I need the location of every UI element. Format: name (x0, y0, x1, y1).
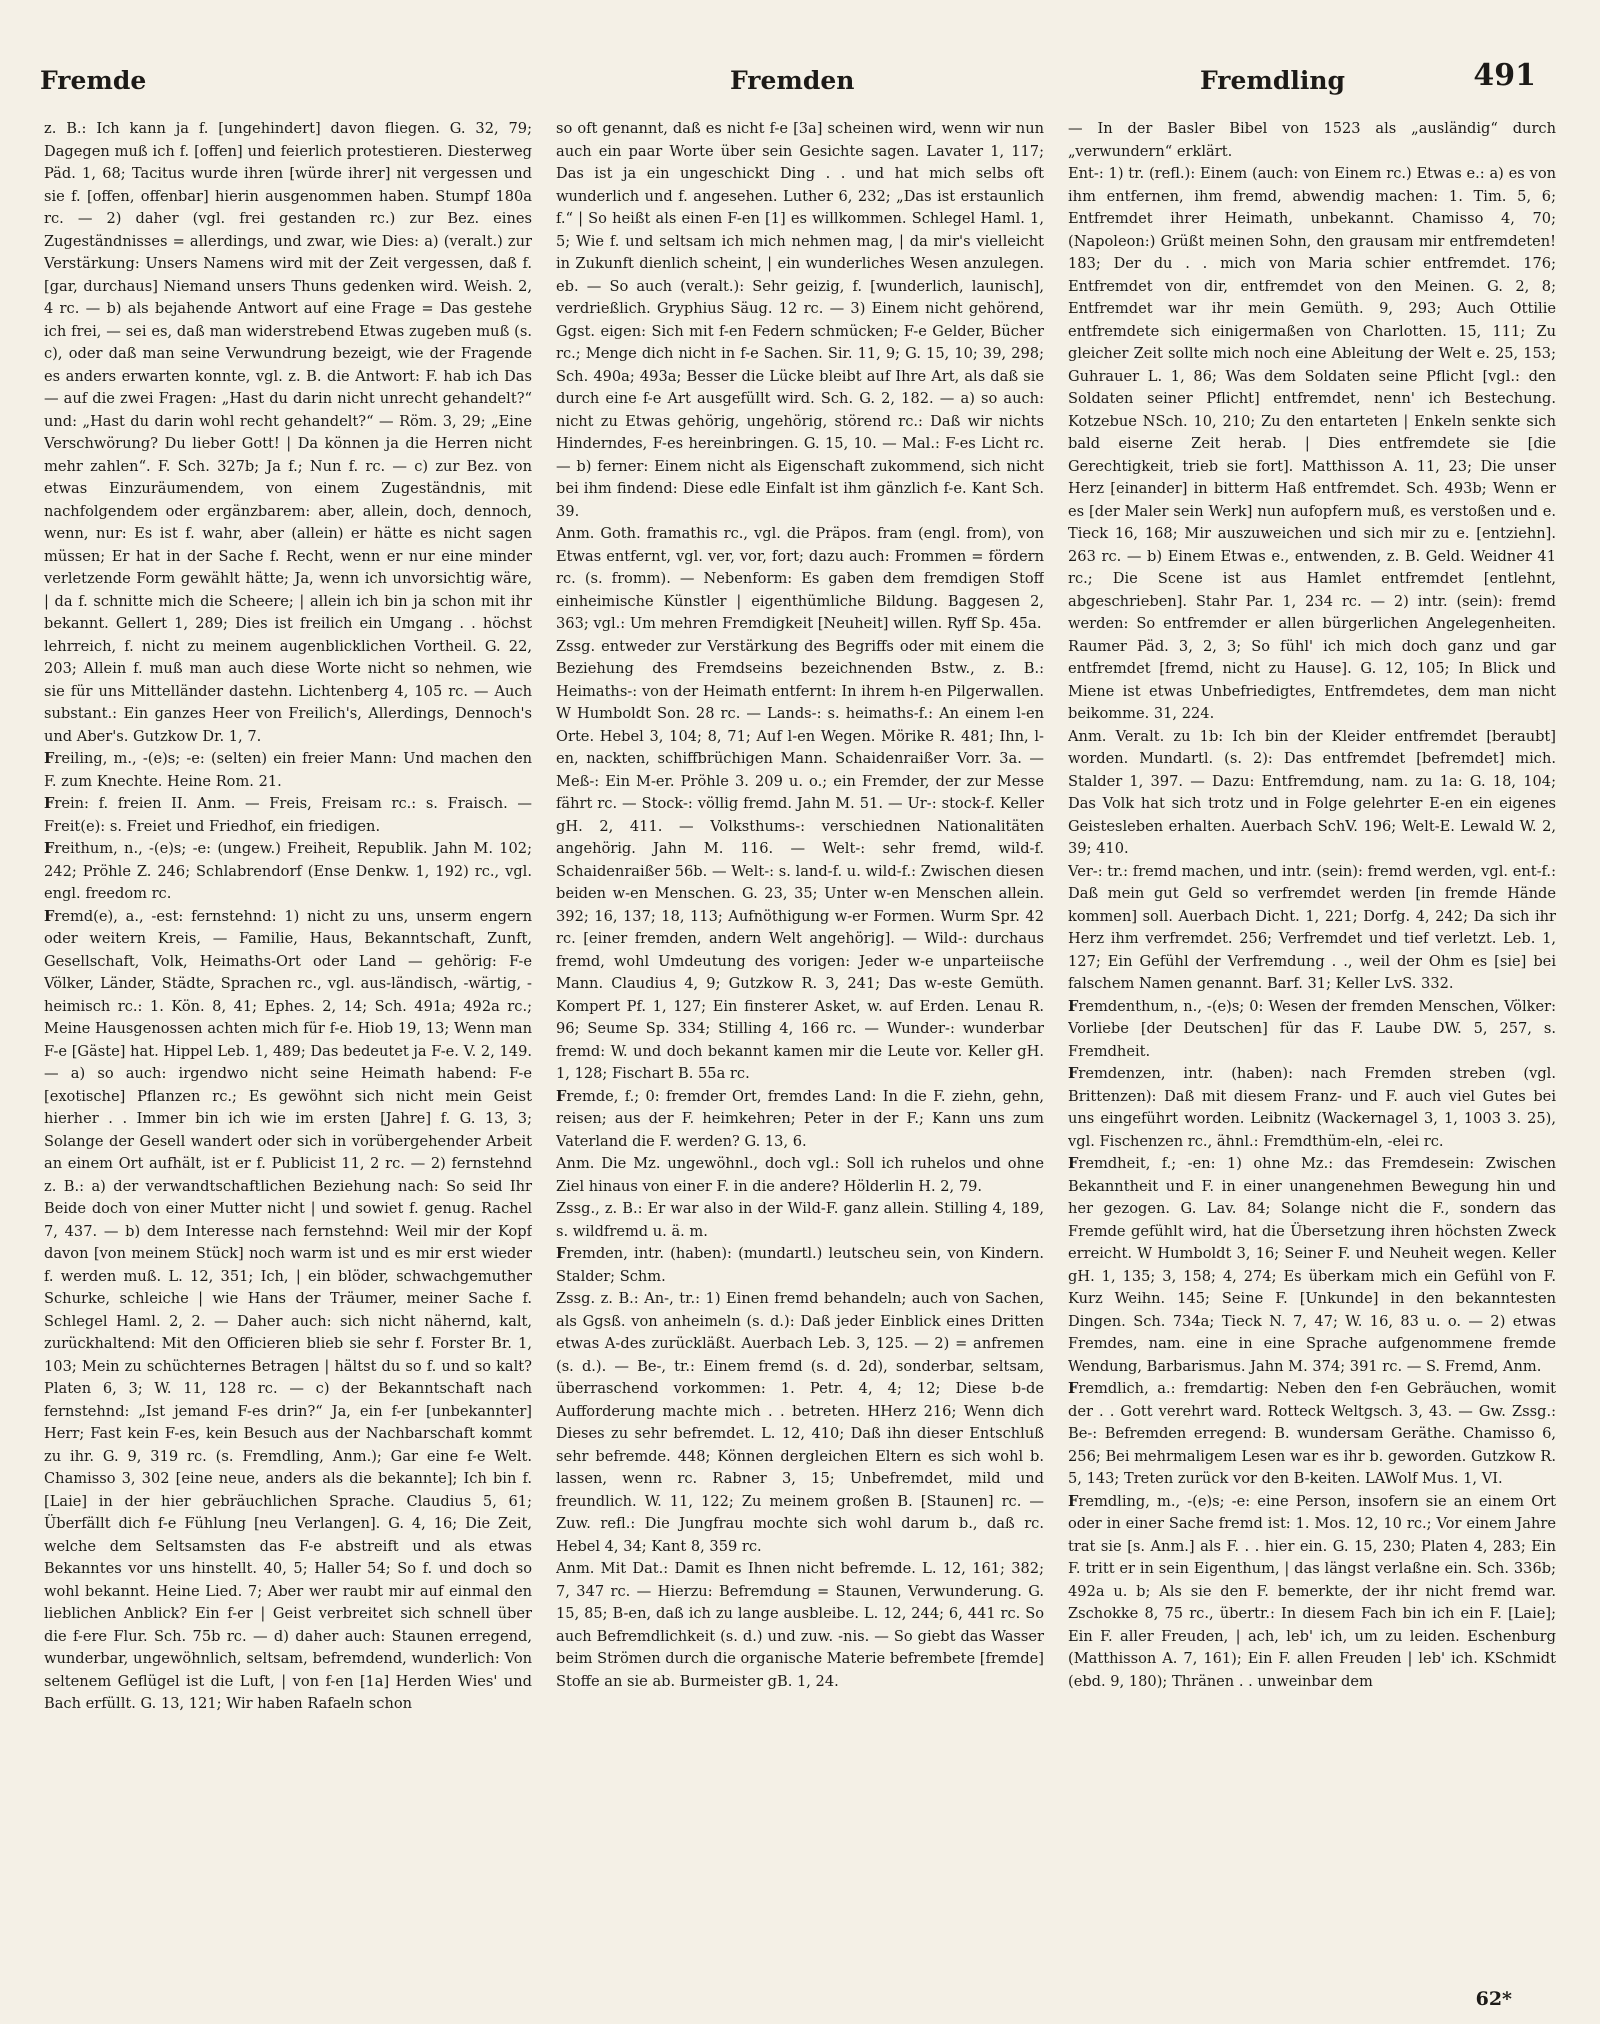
paragraph: so oft genannt, daß es nicht f-e [3a] scheinen wird, wenn wir nun auch ein paar Worte über sein Gesichte sagen. Lavater 1, 117; Das ist ja ein ungeschickt Ding . . und hat mich selbs oft wunderlich und f. angesehen. Luther 6, 232; „Das ist erstaunlich f.“ | So heißt als einen F-en [1] es willkommen. Schlegel Haml. 1, 5; Wie f. und seltsam ich mich nehmen mag, | da mir's vielleicht in Zukunft dienlich scheint, | ein wunderliches Wesen anzulegen. eb. — So auch (veralt.): Sehr geizig, f. [wunderlich, launisch], verdrießlich. Gryphius Säug. 12 rc. — 3) Einem nicht gehörend, Ggst. eigen: Sich mit f-en Federn schmücken; F-e Gelder, Bücher rc.; Menge dich nicht in f-e Sachen. Sir. 11, 9; G. 15, 10; 39, 298; Sch. 490a; 493a; Besser die Lücke bleibt auf Ihre Art, als daß sie durch eine f-e Art ausgefüllt wird. Sch. G. 2, 182. — a) so auch: nicht zu Etwas gehörig, ungehörig, störend rc.: Daß wir nichts Hinderndes, F-es hereinbringen. G. 15, 10. — Mal.: F-es Licht rc. — b) ferner: Einem nicht als Eigenschaft zukommend, sich nicht bei ihm findend: Diese edle Einfalt ist ihm gänzlich f-e. Kant Sch. 39. (556, 120, 1044, 520)
page-number: 491 (1473, 58, 1536, 93)
entry-fremdheit: Fremdheit, f.; -en: 1) ohne Mz.: das Fremdesein: Zwischen Bekanntheit und F. in einer unangenehmen Bewegung hin und her gezogen. G. Lav. 84; Solange nicht die F., sondern das Fremde gefühlt wird, hat die Übersetzung ihren höchsten Zweck erreicht. W Humboldt 3, 16; Seiner F. und Neuheit wegen. Keller gH. 1, 135; 3, 158; 4, 274; Es überkam mich ein Gefühl von F. Kurz Weihn. 145; Seine F. [Unkunde] in den bekanntesten Dingen. Sch. 734a; Tieck N. 7, 47; W. 16, 83 u. o. — 2) etwas Fremdes, nam. eine in eine Sprache aufgenommene fremde Wendung, Barbarismus. Jahn M. 374; 391 rc. — S. Fremd, Anm. (1068, 1155, 1556, 1375)
entry-fremden: Fremden, intr. (haben): (mundartl.) leutscheu sein, von Kindern. Stalder; Schm. (556, 1245, 1044, 1285)
right-headword: Fremdling (1200, 66, 1345, 95)
compound-ent: Ent-: 1) tr. (refl.): Einem (auch: von Einem rc.) Etwas e.: a) es von ihm entfernen, ihm fremd, abwendig machen: 1. Tim. 5, 6; Entfremdet ihrer Heimath, unbekannt. Chamisso 4, 70; (Napoleon:) Grüßt meinen Sohn, den grausam mir entfremdeten! 183; Der du . . mich von Maria schier entfremdet. 176; Entfremdet von dir, entfremdet von den Meinen. G. 2, 8; Entfremdet war ihr mein Gemüth. 9, 293; Auch Ottilie entfremdete sich einigermaßen von Charlotten. 15, 111; Zu gleicher Zeit sollte mich noch eine Ableitung der Welt e. 25, 153; Guhrauer L. 1, 86; Was dem Soldaten seine Pflicht [vgl.: den Soldaten seiner Pflicht] entfremdet, nenn' ich Bestechung. Kotzebue NSch. 10, 210; Zu den entarteten | Enkeln senkte sich bald eiserne Zeit herab. | Dies entfremdete sie [die Gerechtigkeit, trieb sie fort]. Matthisson A. 11, 23; Die unser Herz [einander] in bitterm Haß entfremdet. Sch. 493b; Wenn er es [der Maler sein Werk] nun aufopfern muß, es verstoßen und e. Tieck 16, 168; Mir auszuweichen und sich mir zu e. [entziehn]. 263 rc. — b) Einem Etwas e., entwenden, z. B. Geld. Weidner 41 rc.; Die Scene ist aus Hamlet entfremdet [entlehnt, abgeschrieben]. Stahr Par. 1, 234 rc. — 2) intr. (sein): fremd werden: So entfremder er allen bürgerlichen Angelegenheiten. Raumer Päd. 3, 2, 3; So fühl' ich mich doch ganz und gar entfremdet [fremd, nicht zu Hause]. G. 12, 105; In Blick und Miene ist etwas Unbefriedigtes, Entfremdetes, dem man nicht beikomme. 31, 224. (1068, 165, 1556, 722)
annotation: Anm. Goth. framathis rc., vgl. die Präpos. fram (engl. from), von Etwas entfernt, vgl. ver, vor, fort; dazu auch: Frommen = fördern rc. (s. fromm). — Nebenform: Es gaben dem fremdigen Stoff einheimische Künstler | eigenthümliche Bildung. Baggesen 2, 363; vgl.: Um mehren Fremdigkeit [Neuheit] willen. Ryff Sp. 45a. (556, 525, 1044, 632)
running-head (40, 58, 1560, 102)
compound-ver: Ver-: tr.: fremd machen, und intr. (sein): fremd werden, vgl. ent-f.: Daß mein gut Geld so verfremdet werden [in fremde Hände kommen] soll. Auerbach Dicht. 1, 221; Dorfg. 4, 242; Da sich ihr Herz ihm verfremdet. 256; Verfremdet und tief verletzt. Leb. 1, 127; Ein Gefühl der Verfremdung . ., weil der Ohm es [sie] bei falschem Namen genannt. Barf. 31; Keller LvS. 332. (1068, 862, 1556, 992)
column-3 (1068, 118, 1556, 1978)
center-headword: Fremden (730, 66, 855, 95)
left-headword: Fremde (40, 66, 147, 95)
entry-fremdlich: Fremdlich, a.: fremdartig: Neben den f-en Gebräuchen, womit der . . Gott verehrt ward. Rotteck Weltgsch. 3, 43. — Gw. Zssg.: Be-: Befremden erregend: B. wundersam Geräthe. Chamisso 6, 256; Bei mehrmaligem Lesen war es ihr b. geworden. Gutzkow R. 5, 143; Treten zurück vor den B-keiten. LAWolf Mus. 1, VI. (1068, 1380, 1556, 1487)
annotation: Anm. Mit Dat.: Damit es Ihnen nicht befremde. L. 12, 161; 382; 7, 347 rc. — Hierzu: Befremdung = Staunen, Verwunderung. G. 15, 85; B-en, daß ich zu lange ausbleibe. L. 12, 244; 6, 441 rc. So auch Befremdlichkeit (s. d.) und zuw. -nis. — So giebt das Wasser beim Strömen durch die organische Materie befrembete [fremde] Stoffe an sie ab. Burmeister gB. 1, 24. (556, 1560, 1044, 1690)
paragraph: — In der Basler Bibel von 1523 als „ausländig“ durch „verwundern“ erklärt. (1068, 120, 1556, 160)
compounds: Zssg. entweder zur Verstärkung des Begriffs oder mit einem die Beziehung des Fremdseins bezeichnenden Bstw., z. B.: Heimaths-: von der Heimath entfernt: In ihrem h-en Pilgerwallen. W Humboldt Son. 28 rc. — Lands-: s. heimaths-f.: An einem l-en Orte. Hebel 3, 104; 8, 71; Auf l-en Wegen. Mörike R. 481; Ihn, l-en, nackten, schiffbrüchigen Mann. Schaidenraißer Vorr. 3a. — Meß-: Ein M-er. Pröhle 3. 209 u. o.; ein Fremder, der zur Messe fährt rc. — Stock-: völlig fremd. Jahn M. 51. — Ur-: stock-f. Keller gH. 2, 411. — Volksthums-: verschiednen Nationalitäten angehörig. Jahn M. 116. — Welt-: sehr fremd, wild-f. Schaidenraißer 56b. — Welt-: s. land-f. u. wild-f.: Zwischen diesen beiden w-en Menschen. G. 23, 35; Unter w-en Menschen allein. 392; 16, 137; 18, 113; Aufnöthigung w-er Formen. Wurm Spr. 42 rc. [einer fremden, andern Welt angehörig]. — Wild-: durchaus fremd, wohl Umdeutung des vorigen: Jeder w-e unparteiische Mann. Claudius 4, 9; Gutzkow R. 3, 241; Das w-este Gemüth. Kompert Pf. 1, 127; Ein finsterer Asket, w. auf Erden. Lenau R. 96; Seume Sp. 334; Stilling 4, 166 rc. — Wunder-: wunderbar fremd: W. und doch bekannt kamen mir die Leute vor. Keller gH. 1, 128; Fischart B. 55a rc. (556, 637, 1044, 1082)
annotation: Anm. Veralt. zu 1b: Ich bin der Kleider entfremdet [beraubt] worden. Mundartl. (s. 2): Das entfremdet [befremdet] mich. Stalder 1, 397. — Dazu: Entfremdung, nam. zu 1a: G. 18, 104; Das Volk hat sich trotz und in Folge gelehrter E-en ein eigenes Geistesleben erhalten. Auerbach SchV. 196; Welt-E. Lewald W. 2, 39; 410. (1068, 727, 1556, 857)
entry-fremde: Fremde, f.; 0: fremder Ort, fremdes Land: In die F. ziehn, gehn, reisen; aus der F. heimkehren; Peter in der F.; Kann uns zum Vaterland die F. werden? G. 13, 6. (556, 1087, 1044, 1150)
compounds: Zssg. z. B.: An-, tr.: 1) Einen fremd behandeln; auch von Sachen, als Ggsß. von anheimeln (s. d.): Daß jeder Einblick eines Dritten etwas A-des zurückläßt. Auerbach Leb. 3, 125. — 2) = anfremen (s. d.). — Be-, tr.: Einem fremd (s. d. 2d), sonderbar, seltsam, überraschend vorkommen: 1. Petr. 4, 4; 12; Diese b-de Aufforderung machte mich . . betreten. HHerz 216; Wenn dich Dieses zu sehr befremdet. L. 12, 410; Daß ihn dieser Entschluß sehr befremde. 448; Können dergleichen Eltern es sich wohl b. lassen, wenn rc. Rabner 3, 15; Unbefremdet, mild und freundlich. W. 11, 122; Zu meinem großen B. [Staunen] rc. — Zuw. refl.: Die Jungfrau mochte sich wohl darum b., daß rc. Hebel 4, 34; Kant 8, 359 rc. (556, 1290, 1044, 1555)
entry-freiling: Freiling, m., -(e)s; -e: (selten) ein freier Mann: Und machen den F. zum Knechte. Heine Rom. 21. (44, 750, 532, 790)
entry-freithum: Freithum, n., -(e)s; -e: (ungew.) Freiheit, Republik. Jahn M. 102; 242; Pröhle Z. 246; Schlabrendorf (Ense Denkw. 1, 192) rc., vgl. engl. freedom rc. (44, 840, 532, 902)
entry-fremdenzen: Fremdenzen, intr. (haben): nach Fremden streben (vgl. Brittenzen): Daß mit diesem Franz- und F. auch viel Gutes bei uns eingeführt worden. Leibnitz (Wackernagel 3, 1, 1003 3. 25), vgl. Fischenzen rc., ähnl.: Fremdthüm-eln, -elei rc. (1068, 1065, 1556, 1150)
column-2 (556, 118, 1044, 1978)
paragraph: z. B.: Ich kann ja f. [ungehindert] davon fliegen. G. 32, 79; Dagegen muß ich f. [offen] und feierlich protestieren. Diesterweg Päd. 1, 68; Tacitus wurde ihren [würde ihrer] nit vergessen und sie f. [offen, offenbar] hierin ausgenommen haben. Stumpf 180a rc. — 2) daher (vgl. frei gestanden rc.) zur Bez. eines Zugeständnisses = allerdings, und zwar, wie Dies: a) (veralt.) zur Verstärkung: Unsers Namens wird mit der Zeit vergessen, daß f. [gar, durchaus] Niemand unsers Thuns gedenken wird. Weish. 2, 4 rc. — b) als bejahende Antwort auf eine Frage = Das gestehe ich frei, — sei es, daß man widerstrebend Etwas zugeben muß (s. c), oder daß man seine Verwundrung bezeigt, wie der Fragende es anders erwarten konnte, vgl. z. B. die Antwort: F. hab ich Das — auf die zwei Fragen: „Hast du darin nicht unrecht gehandelt?“ und: „Hast du darin wohl recht gehandelt?“ — Röm. 3, 29; „Eine Verschwörung? Du lieber Gott! | Da können ja die Herren nicht mehr zahlen“. F. Sch. 327b; Ja f.; Nun f. rc. — c) zur Bez. von etwas Einzuräumendem, von einem Zugeständnis, mit nachfolgendem oder ergänzbarem: aber, allein, doch, dennoch, wenn, nur: Es ist f. wahr, aber (allein) er hätte es nicht sagen müssen; Er hat in der Sache f. Recht, wenn er nur eine minder verletzende Form gewählt hätte; Ja, wenn ich unvorsichtig wäre, | da f. schnitte mich die Scheere; | allein ich bin ja schon mit ihr bekannt. Gellert 1, 289; Dies ist freilich ein Umgang . . höchst lehrreich, f. nicht zu meinem augenblicklichen Vortheil. G. 22, 203; Allein f. muß man auch diese Worte nicht so nehmen, wie sie für uns Mittelländer dastehn. Lichtenberg 4, 105 rc. — Auch substant.: Ein ganzes Heer von Freilich's, Allerdings, Dennoch's und Aber's. Gutzkow Dr. 1, 7. (44, 120, 532, 745)
entry-frein: Frein: f. freien II. Anm. — Freis, Freisam rc.: s. Fraisch. — Freit(e): s. Freiet und Friedhof, ein friedigen. (44, 795, 532, 835)
entry-fremd: Fremd(e), a., -est: fernstehnd: 1) nicht zu uns, unserm engern oder weitern Kreis, — Familie, Haus, Bekanntschaft, Zunft, Gesellschaft, Volk, Heimaths-Ort oder Land — gehörig: F-e Völker, Länder, Städte, Sprachen rc., vgl. aus-ländisch, -wärtig, -heimisch rc.: 1. Kön. 8, 41; Ephes. 2, 14; Sch. 491a; 492a rc.; Meine Hausgenossen achten mich für f-e. Hiob 19, 13; Wenn man F-e [Gäste] hat. Hippel Leb. 1, 489; Das bedeutet ja F-e. V. 2, 149. — a) so auch: irgendwo nicht seine Heimath habend: F-e [exotische] Pflanzen rc.; Es gewöhnt sich nicht mein Geist hierher . . Immer bin ich wie im ersten [Jahre] f. G. 13, 3; Solange der Gesell wandert oder sich in vorübergehender Arbeit an einem Ort aufhält, ist er f. Publicist 11, 2 rc. — 2) fernstehnd z. B.: a) der verwandtschaftlichen Beziehung nach: So seid Ihr Beide doch von einer Mutter nicht | und sowiet f. genug. Rachel 7, 437. — b) dem Interesse nach fernstehnd: Weil mir der Kopf davon [von meinem Stück] noch warm ist und es mir erst wieder f. werden muß. L. 12, 351; Ich, | ein blöder, schwachgemuther Schurke, schleiche | wie Hans der Träumer, meiner Sache f. Schlegel Haml. 2, 2. — Daher auch: sich nicht nähernd, kalt, zurückhaltend: Mit den Officieren blieb sie sehr f. Forster Br. 1, 103; Mein zu schüchternes Betragen | hältst du so f. und so kalt? Platen 6, 3; W. 11, 128 rc. — c) der Bekanntschaft nach fernstehnd: „Ist jemand F-es drin?“ Ja, ein f-er [unbekannter] Herr; Fast kein F-es, kein Besuch aus der Nachbarschaft kommt zu ihr. G. 9, 319 rc. (s. Fremdling, Anm.); Gar eine f-e Welt. Chamisso 3, 302 [eine neue, anders als die bekannte]; Ich bin f. [Laie] in der hier gebräuchlichen Sprache. Claudius 5, 61; Überfällt dich f-e Fühlung [neu Verlangen]. G. 4, 16; Die Zeit, welche dem Seltsamsten das F-e abstreift und als etwas Bekanntes vor uns hinstellt. 40, 5; Haller 54; So f. und doch so wohl bekannt. Heine Lied. 7; Aber wer raubt mir auf einmal den lieblichen Anblick? Ein f-er | Geist verbreitet sich schnell über die f-ere Flur. Sch. 75b rc. — d) daher auch: Staunen erregend, wunderbar, ungewöhnlich, seltsam, befremdend, wunderlich: Von seltenem Geflügel ist die Luft, | von f-en [1a] Herden Wies' und Bach erfüllt. G. 13, 121; Wir haben Rafaeln schon (44, 907, 532, 1712)
entry-fremdenthum: Fremdenthum, n., -(e)s; 0: Wesen der fremden Menschen, Völker: Vorliebe [der Deutschen] für das F. Laube DW. 5, 257, s. Fremdheit. (1068, 997, 1556, 1060)
column-1 (44, 118, 532, 1978)
signature-mark: 62* (1475, 1988, 1512, 2010)
entry-fremdling: Fremdling, m., -(e)s; -e: eine Person, insofern sie an einem Ort oder in einer Sache fremd ist: 1. Mos. 12, 10 rc.; Vor einem Jahre trat sie [s. Anm.] als F. . . hier ein. G. 15, 230; Platen 4, 283; Ein F. tritt er in sein Eigenthum, | das längst verlaßne ein. Sch. 336b; 492a u. b; Als sie den F. bemerkte, der ihr nicht fremd war. Zschokke 8, 75 rc., übertr.: In diesem Fach bin ich ein F. [Laie]; Ein F. aller Freuden, | ach, leb' ich, um zu leiden. Eschenburg (Matthisson A. 7, 161); Ein F. allen Freuden | leb' ich. KSchmidt (ebd. 9, 180); Thränen . . unweinbar dem (1068, 1492, 1556, 1690)
annotation: Anm. Die Mz. ungewöhnl., doch vgl.: Soll ich ruhelos und ohne Ziel hinaus von einer F. in die andere? Hölderlin H. 2, 79. (556, 1155, 1044, 1195)
compounds: Zssg., z. B.: Er war also in der Wild-F. ganz allein. Stilling 4, 189, s. wildfremd u. ä. m. (556, 1200, 1044, 1240)
